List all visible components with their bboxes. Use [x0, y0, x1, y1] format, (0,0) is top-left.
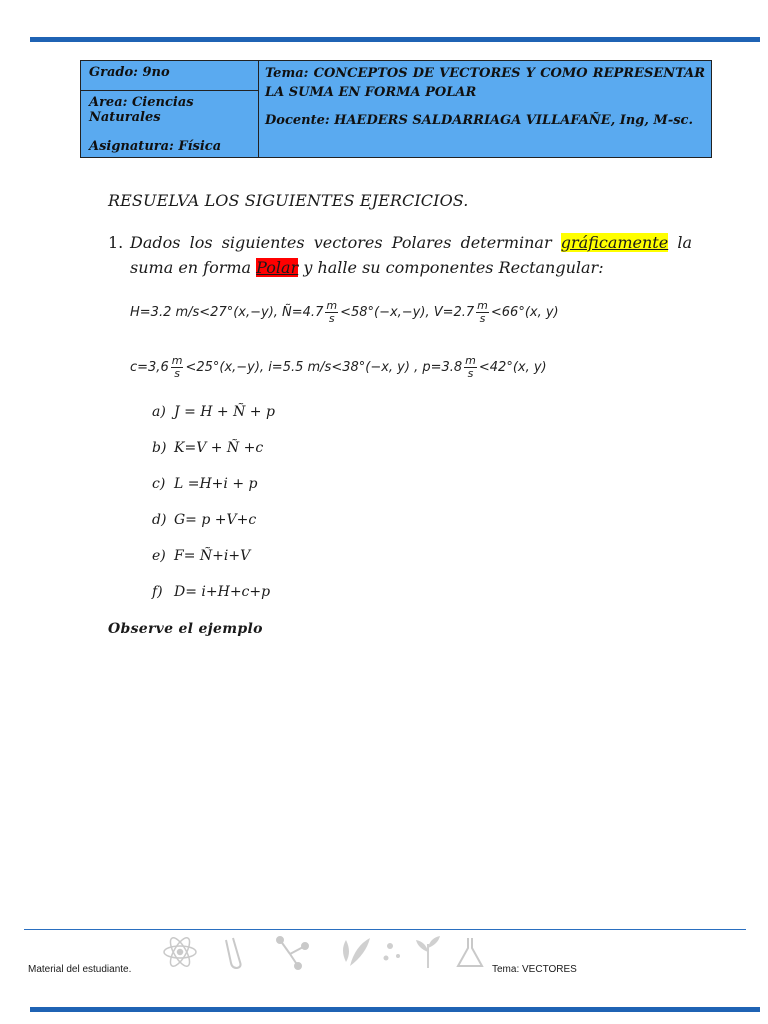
- exercise-items: [152, 404, 275, 620]
- header-right-column: [259, 61, 711, 157]
- atom-icon: [164, 935, 196, 969]
- test-tube-icon: [226, 938, 241, 968]
- sprout-icon: [416, 936, 440, 968]
- header-left-column: [81, 61, 259, 157]
- fraction-numerator: m: [171, 354, 183, 367]
- fraction: [476, 300, 489, 325]
- item-expression: F= Ñ+i+V: [174, 548, 251, 564]
- teacher-label: Docente: HAEDERS SALDARRIAGA VILLAFAÑE, Ing, M-sc.: [265, 113, 693, 128]
- molecule-icon: [277, 937, 308, 969]
- fraction: [171, 355, 184, 380]
- highlight-polar: Polar: [256, 258, 299, 277]
- list-item: [152, 440, 275, 476]
- fraction-denominator: s: [174, 367, 180, 380]
- item-label: a): [152, 404, 166, 420]
- item-expression: G= p +V+c: [174, 512, 257, 528]
- fraction-denominator: s: [328, 312, 335, 325]
- exercise-text-part: Dados los siguientes vectores Polares determinar: [130, 233, 561, 252]
- flask-icon: [458, 938, 482, 966]
- formula-part: <58°(−x,−y), V=2.7: [340, 305, 475, 320]
- item-label: f): [152, 584, 163, 600]
- fraction: [464, 355, 477, 380]
- formula-line-1: [130, 300, 559, 325]
- list-item: [152, 404, 275, 440]
- item-label: d): [152, 512, 167, 528]
- exercise-1: [108, 230, 692, 280]
- top-rule: [30, 37, 760, 42]
- observe-example-label: Observe el ejemplo: [108, 621, 263, 637]
- item-label: b): [152, 440, 167, 456]
- footer-topic: Tema: VECTORES: [492, 964, 577, 975]
- list-item: [152, 512, 275, 548]
- bottom-rule: [30, 1007, 760, 1012]
- fraction-numerator: m: [465, 354, 476, 367]
- exercise-text-part: y halle su componentes Rectangular:: [298, 258, 604, 277]
- topic-label: Tema: CONCEPTOS DE VECTORES Y COMO REPRESENTAR LA SUMA EN FORMA POLAR: [265, 66, 705, 100]
- area-label: Area: Ciencias Naturales: [89, 95, 194, 125]
- list-item: [152, 584, 275, 620]
- list-item: [152, 548, 275, 584]
- grade-label: Grado: 9no: [81, 61, 258, 91]
- item-expression: D= i+H+c+p: [174, 584, 271, 600]
- item-expression: K=V + Ñ +c: [174, 440, 264, 456]
- exercise-number: 1.: [108, 233, 124, 252]
- science-icons-decoration: [150, 932, 490, 972]
- formula-part: H=3.2 m/s<27°(x,−y), Ñ=4.7: [130, 305, 324, 320]
- leaf-icon: [343, 938, 370, 966]
- fraction-numerator: m: [477, 299, 488, 312]
- item-expression: J = H + Ñ + p: [174, 404, 275, 420]
- fraction-denominator: s: [479, 312, 486, 325]
- exercise-text-part: la suma en forma: [130, 233, 692, 277]
- subject-label: Asignatura: Física: [89, 139, 222, 154]
- header-table: [80, 60, 712, 158]
- dots-icon: [384, 943, 401, 961]
- fraction: [325, 300, 338, 325]
- item-label: e): [152, 548, 166, 564]
- formula-part: <42°(x, y): [478, 360, 547, 375]
- formula-part: <66°(x, y): [490, 305, 559, 320]
- section-title: RESUELVA LOS SIGUIENTES EJERCICIOS.: [108, 191, 469, 210]
- formula-part: c=3,6: [130, 360, 169, 375]
- item-label: c): [152, 476, 166, 492]
- fraction-numerator: m: [326, 299, 338, 312]
- footer-student-material: Material del estudiante.: [28, 964, 132, 975]
- fraction-denominator: s: [467, 367, 474, 380]
- footer-rule: [24, 929, 746, 930]
- formula-part: <25°(x,−y), i=5.5 m/s<38°(−x, y) , p=3.8: [185, 360, 463, 375]
- list-item: [152, 476, 275, 512]
- formula-line-2: [130, 355, 547, 380]
- highlight-graficamente: gráficamente: [560, 233, 669, 252]
- item-expression: L =H+i + p: [174, 476, 258, 492]
- exercise-text: [130, 230, 692, 280]
